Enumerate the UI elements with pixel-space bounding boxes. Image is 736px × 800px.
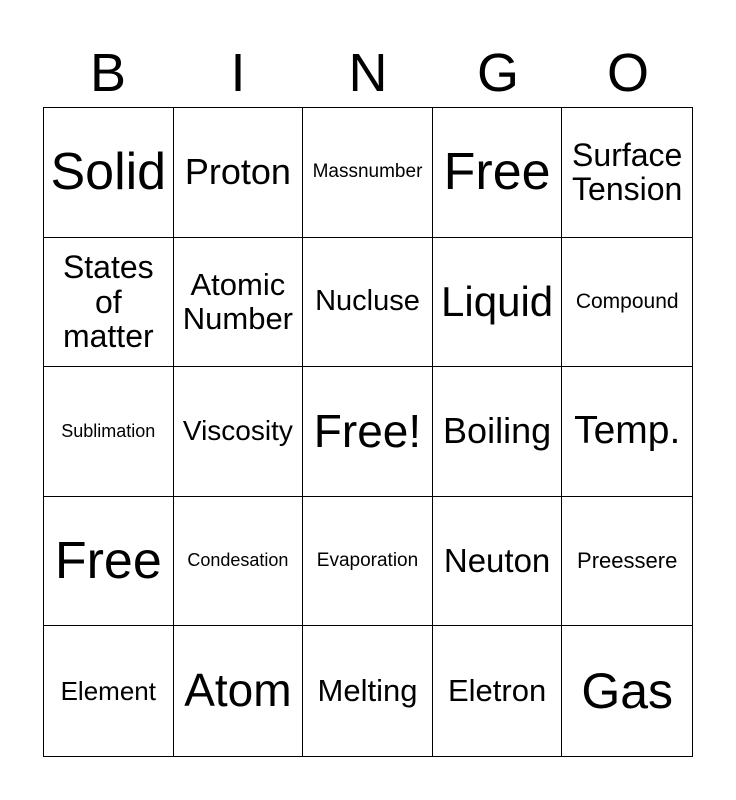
bingo-cell[interactable]: Compound [562, 238, 692, 368]
header-letter-o: O [606, 43, 649, 103]
bingo-cell[interactable]: Temp. [562, 367, 692, 497]
bingo-cell[interactable]: Element [44, 626, 174, 756]
header-letter-b: B [89, 43, 127, 103]
bingo-cell-free[interactable]: Free [433, 108, 563, 238]
bingo-cell[interactable]: Viscosity [174, 367, 304, 497]
header-letter-n: N [348, 43, 388, 103]
bingo-cell[interactable]: Evaporation [303, 497, 433, 627]
bingo-cell[interactable]: States of matter [44, 238, 174, 368]
bingo-cell[interactable]: Surface Tension [562, 108, 692, 238]
header-letter-i: I [230, 43, 246, 103]
bingo-cell[interactable]: Gas [581, 663, 674, 720]
bingo-cell[interactable]: Atom [174, 626, 304, 756]
bingo-cell[interactable]: Proton [174, 108, 304, 238]
bingo-cell[interactable]: Eletron [433, 626, 563, 756]
header-letter-g: G [476, 43, 519, 103]
bingo-cell[interactable]: Neuton [433, 497, 563, 627]
bingo-header [43, 40, 693, 106]
bingo-board [43, 107, 693, 757]
bingo-cell-free[interactable]: Free [44, 497, 174, 627]
bingo-cell[interactable]: Massnumber [303, 108, 433, 238]
bingo-cell[interactable]: Liquid [433, 238, 563, 368]
bingo-cell[interactable]: Atomic Number [174, 238, 304, 368]
bingo-cell[interactable]: Boiling [433, 367, 563, 497]
bingo-cell[interactable]: Solid [44, 108, 174, 238]
bingo-cell[interactable]: Preessere [562, 497, 692, 627]
bingo-cell[interactable]: Nucluse [303, 238, 433, 368]
bingo-cell-free[interactable]: Free! [303, 367, 433, 497]
bingo-cell[interactable]: Condesation [174, 497, 304, 627]
bingo-cell[interactable]: Melting [303, 626, 433, 756]
bingo-cell[interactable]: Sublimation [44, 367, 174, 497]
